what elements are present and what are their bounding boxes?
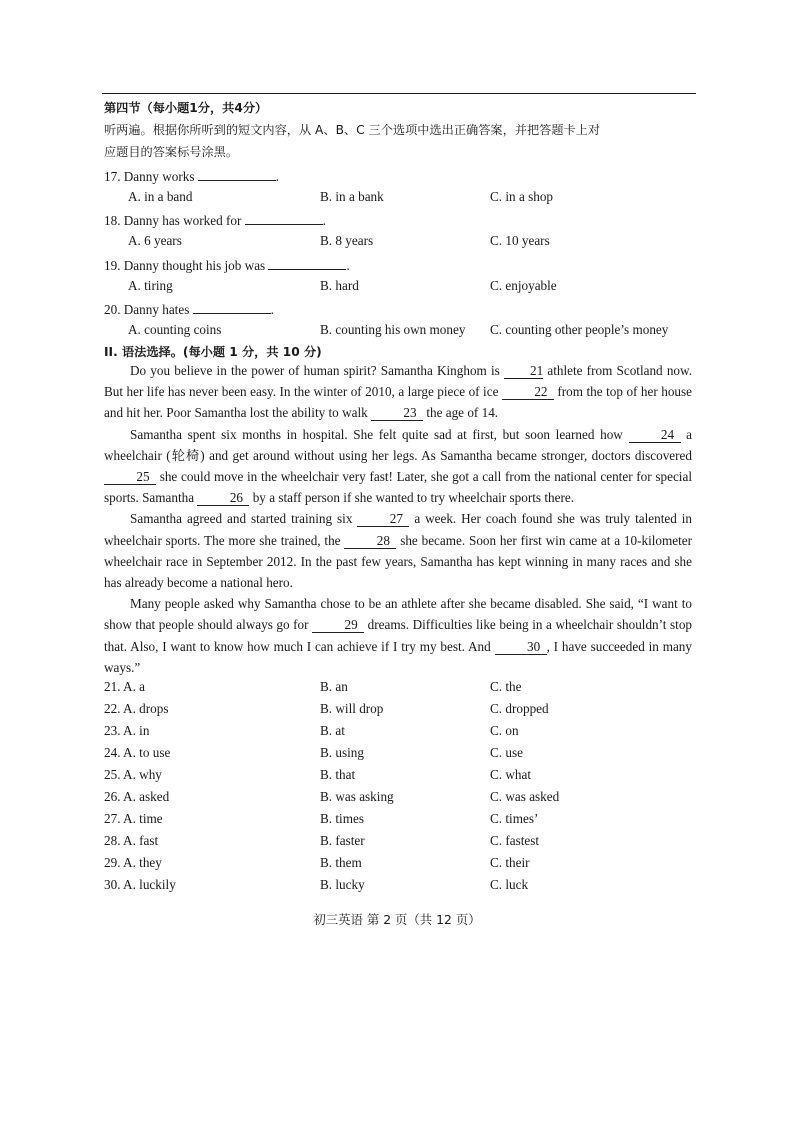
option-c: C. was asked: [490, 789, 560, 804]
option-a: A. tiring: [128, 278, 173, 293]
option-a: 23. A. in: [104, 723, 150, 738]
question-18-options: [104, 233, 704, 251]
question-18: [104, 211, 326, 229]
question-17-options: [104, 189, 704, 207]
blank-24: 24: [629, 427, 681, 443]
option-b: B. using: [320, 745, 364, 760]
option-c: C. enjoyable: [490, 278, 557, 293]
passage-text: she became. Soon her first win came at a 10-kilometer wheelchair race in September 2012. In the past few years, Samantha has kept winning in many races and she has already become a national hero.: [104, 532, 693, 591]
passage-text: by a staff person if she wanted to try wheelchair sports there.: [249, 490, 574, 506]
options-29: [104, 855, 704, 873]
blank-28: 28: [344, 533, 396, 549]
blank-23: 23: [371, 405, 423, 421]
passage-text: dreams. Difficulties like being in a wheelchair shouldn’t stop that. Also, I want to know how much I can achieve if I try my best. And: [104, 617, 693, 654]
blank-29: 29: [312, 617, 364, 633]
answer-blank: [268, 256, 346, 270]
page-footer: 初三英语 第 2 页（共 12 页）: [313, 912, 481, 927]
answer-blank: [198, 167, 276, 181]
question-19-stem: 19. Danny thought his job was: [104, 258, 266, 273]
question-17-stem: 17. Danny works: [104, 169, 195, 184]
answer-blank: [245, 211, 323, 225]
question-17: [104, 167, 279, 185]
option-b: B. faster: [320, 833, 365, 848]
question-20: [104, 300, 274, 318]
section4-instruction-2: 应题目的答案标号涂黑。: [104, 145, 239, 159]
options-30: [104, 877, 704, 895]
header-rule: [102, 93, 696, 94]
options-24: [104, 745, 704, 763]
option-a: 24. A. to use: [104, 745, 171, 760]
option-c: C. fastest: [490, 833, 540, 848]
option-c: C. use: [490, 745, 523, 760]
option-b: B. an: [320, 679, 348, 694]
option-a: A. 6 years: [128, 233, 182, 248]
period: .: [270, 302, 274, 317]
option-a: 27. A. time: [104, 811, 163, 826]
section4-instruction-1: 听两遍。根据你所听到的短文内容，从 A、B、C 三个选项中选出正确答案，并把答题卡上对: [104, 123, 601, 137]
passage-text: , I have succeeded in many ways.”: [104, 638, 692, 675]
passage-text: a wheelchair (轮椅) and get around without using her legs. As Samantha became stronger, doctors discovered: [104, 426, 693, 463]
option-c: C. luck: [490, 877, 529, 892]
passage-text: a week. Her coach found she was truly talented in wheelchair sports. The more she trained, the: [104, 511, 692, 548]
option-b: B. at: [320, 723, 345, 738]
answer-blank: [193, 300, 271, 314]
passage-text: the age of 14.: [423, 405, 499, 421]
option-b: B. them: [320, 855, 362, 870]
option-a: 29. A. they: [104, 855, 162, 870]
option-a: 25. A. why: [104, 767, 162, 782]
passage-paragraph-2: [104, 424, 692, 509]
option-b: B. counting his own money: [320, 322, 466, 337]
option-c: C. dropped: [490, 701, 549, 716]
period: .: [275, 169, 280, 184]
option-b: B. will drop: [320, 701, 384, 716]
question-18-stem: 18. Danny has worked for: [104, 213, 242, 228]
options-22: [104, 701, 704, 719]
options-28: [104, 833, 704, 851]
blank-21: 21: [504, 363, 543, 379]
option-b: B. lucky: [320, 877, 365, 892]
option-a: A. counting coins: [128, 322, 222, 337]
blank-25: 25: [104, 469, 156, 485]
blank-26: 26: [197, 490, 249, 506]
option-b: B. was asking: [320, 789, 394, 804]
option-a: A. in a band: [128, 189, 193, 204]
option-c: C. on: [490, 723, 519, 738]
option-c: C. what: [490, 767, 532, 782]
options-21: [104, 679, 704, 697]
option-c: C. counting other people’s money: [490, 322, 669, 337]
blank-27: 27: [357, 511, 409, 527]
question-20-options: [104, 322, 704, 340]
option-a: 21. A. a: [104, 679, 146, 694]
option-b: B. in a bank: [320, 189, 384, 204]
option-a: 22. A. drops: [104, 701, 169, 716]
option-c: C. in a shop: [490, 189, 554, 204]
period: .: [322, 213, 326, 228]
blank-22: 22: [502, 384, 554, 400]
option-c: C. their: [490, 855, 530, 870]
period: .: [346, 258, 350, 273]
option-c: C. 10 years: [490, 233, 550, 248]
question-19-options: [104, 278, 704, 296]
passage-text: Samantha agreed and started training six: [130, 511, 358, 527]
option-a: 26. A. asked: [104, 789, 170, 804]
passage-text: she could move in the wheelchair very fast! Later, she got a call from the national center for special sports. Samantha: [104, 469, 692, 506]
section4-title: 第四节（每小题1分，共4分）: [104, 101, 268, 115]
passage-paragraph-4: [104, 593, 692, 678]
options-25: [104, 767, 704, 785]
blank-30: 30: [495, 639, 547, 655]
grammar-passage: [104, 360, 692, 678]
passage-text: Do you believe in the power of human spirit? Samantha Kinghom is: [130, 363, 504, 378]
option-b: B. hard: [320, 278, 359, 293]
passage-text: from the top of her house and hit her. Poor Samantha lost the ability to walk: [104, 384, 692, 421]
option-b: B. 8 years: [320, 233, 374, 248]
options-26: [104, 789, 704, 807]
passage-text: Samantha spent six months in hospital. She felt quite sad at first, but soon learned how: [130, 426, 629, 442]
question-20-stem: 20. Danny hates: [104, 302, 190, 317]
option-b: B. that: [320, 767, 356, 782]
option-a: 30. A. luckily: [104, 877, 176, 892]
options-23: [104, 723, 704, 741]
passage-paragraph-1: [104, 360, 692, 424]
question-19: [104, 256, 350, 274]
passage-paragraph-3: [104, 508, 692, 593]
option-c: C. the: [490, 679, 522, 694]
option-b: B. times: [320, 811, 364, 826]
passage-text: Many people asked why Samantha chose to be an athlete after she became disabled. She said, “I want to show that people should always go for: [104, 596, 692, 633]
passage-text: athlete from Scotland now. But her life has never been easy. In the winter of 2010, a large piece of ice: [104, 363, 692, 400]
options-27: [104, 811, 704, 829]
option-a: 28. A. fast: [104, 833, 159, 848]
section2-title: II. 语法选择。(每小题 1 分，共 10 分): [104, 345, 322, 359]
option-c: C. times’: [490, 811, 539, 826]
